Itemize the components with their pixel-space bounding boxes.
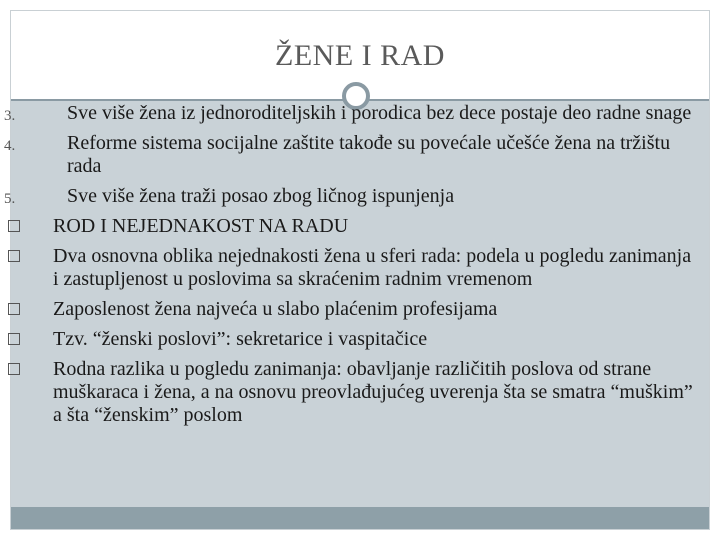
slide-title: ŽENE I RAD xyxy=(275,39,445,72)
item-number: 4. xyxy=(4,138,16,154)
item-text: Reforme sistema socijalne zaštite takođe su povećale učešće žena na tržištu rada xyxy=(67,132,671,177)
slide-content xyxy=(0,102,720,434)
item-text: Sve više žena traži posao zbog ličnog ispunjenja xyxy=(67,185,455,207)
numbered-item xyxy=(0,185,720,208)
bullet-text: Zaposlenost žena najveća u slabo plaćenim profesijama xyxy=(53,298,498,320)
numbered-item xyxy=(0,132,720,178)
bullet-text: Tzv. “ženski poslovi”: sekretarice i vaspitačice xyxy=(53,328,428,350)
item-number: 3. xyxy=(4,108,16,124)
bullet-text: Dva osnovna oblika nejednakosti žena u sferi rada: podela u pogledu zanimanja i zastupljenost u poslovima sa skraćenim radnim vremenom xyxy=(53,245,692,290)
square-bullet-icon xyxy=(8,220,20,232)
bullet-text: Rodna razlika u pogledu zanimanja: obavljanje različitih poslova od strane muškaraca i žena, a na osnovu preovlađujućeg uverenja šta se smatra “muškim” a šta “ženskim” poslom xyxy=(53,358,693,426)
square-bullet-icon xyxy=(8,250,20,262)
square-bullet-icon xyxy=(8,303,20,315)
bullet-item xyxy=(0,245,720,291)
item-number: 5. xyxy=(4,191,16,207)
bullet-item xyxy=(0,358,720,427)
square-bullet-icon xyxy=(8,363,20,375)
bullet-item xyxy=(0,328,720,351)
square-bullet-icon xyxy=(8,333,20,345)
item-text: Sve više žena iz jednoroditeljskih i porodica bez dece postaje deo radne snage xyxy=(67,102,692,124)
bullet-item xyxy=(0,298,720,321)
bottom-bar xyxy=(11,507,709,529)
bullet-item xyxy=(0,215,720,238)
bullet-text: ROD I NEJEDNAKOST NA RADU xyxy=(53,215,349,237)
numbered-item xyxy=(0,102,720,125)
